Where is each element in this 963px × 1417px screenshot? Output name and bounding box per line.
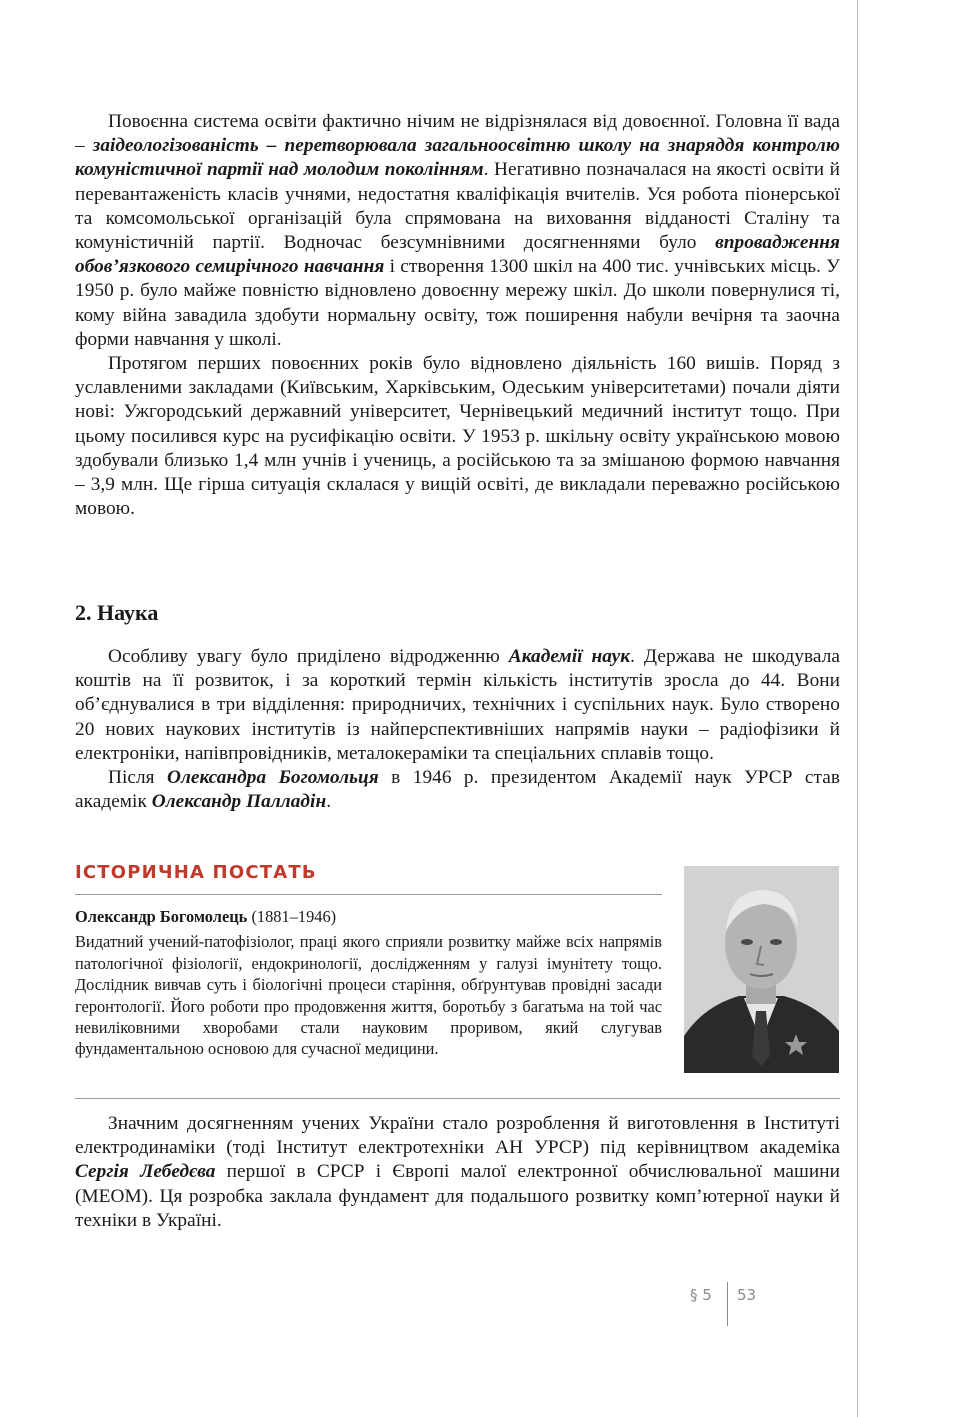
text-run: і створення 1300 шкіл на 400 тис. учнівських місць. У 1950 р. було майже повністю відновлено довоєнну мережу шкіл. До школи повернулися ті, кому війна завадила здобути нормальну освіту, тож поширення набули вечірня та заочна форми навчання у школі. bbox=[75, 256, 840, 350]
footer-separator bbox=[727, 1282, 728, 1326]
text-run: першої в СРСР і Європі малої електронної обчислювальної машини (МЕОМ). Ця розробка заклала фундамент для подальшого розвитку комп’ютерної науки й техніки в Україні. bbox=[75, 1161, 840, 1231]
text-run: в 1946 р. президентом Академії наук УРСР став академік bbox=[75, 767, 840, 813]
emphasis-ideologization: заідеологізованість – перетворювала загальноосвітню школу на знаряддя контролю комуністичної партії над молодим поколінням bbox=[75, 135, 841, 181]
paragraph-presidents bbox=[75, 766, 840, 814]
text-run: Повоєнна система освіти фактично нічим не відрізнялася від довоєнної. Головна її вада – bbox=[75, 111, 840, 157]
figure-description: Видатний учений-патофізіолог, праці якого сприяли розвитку майже всіх напрямів патологічної фізіології, ендокринології, дослідженням у галузі імунітету тощо. Дослідник вивчав суть і біологічні процеси старіння, обґрунтував провідні засади геронтології. Його роботи про продовження життя, боротьбу з багатьма на той час невиліковними хворобами стали науковим проривом, який слугував фундаментальною основою для сучасної медицини. bbox=[75, 932, 662, 1059]
portrait-image bbox=[684, 866, 839, 1073]
text-run: . Держава не шкодувала коштів на її розвиток, і за короткий термін кількість інститутів зросла до 44. Вони об’єднувалися в три відділення: природничих, технічних і суспільних наук. Було створено 20 нових наукових інститутів із найперспективніших напрямів науки – радіофізики й електроніки, напівпровідників, металокераміки та спеціальних сплавів тощо. bbox=[75, 646, 840, 764]
emphasis-seven-year-education: впровадження обов’язкового семирічного навчання bbox=[75, 232, 840, 278]
emphasis-palladin: Олександр Палладін bbox=[151, 791, 327, 813]
emphasis-academy: Академії наук bbox=[508, 646, 631, 667]
text-run: Після bbox=[108, 767, 168, 789]
emphasis-lebedev: Сергія Лебедєва bbox=[75, 1161, 216, 1183]
footer-section-number: § 5 bbox=[690, 1286, 712, 1304]
figure-years: (1881–1946) bbox=[247, 907, 337, 926]
box-body bbox=[75, 906, 662, 1060]
box-divider bbox=[75, 894, 662, 895]
page-content bbox=[75, 110, 841, 1231]
text-run: Значним досягненням учених України стало розроблення й виготовлення в Інституті електродинаміки (тоді Інститут електротехніки АН УРСР) під керівництвом академіка bbox=[75, 1113, 840, 1159]
box-divider-bottom bbox=[75, 1098, 840, 1099]
historical-figure-box bbox=[75, 858, 840, 1103]
text-run: . Негативно позначалася на якості освіти й перевантаженість класів учнями, недостатня кваліфікація вчителів. Уся робота піонерської та комсомольської організацій була спрямована на виховання відданості Сталіну та комуністичній партії. Водночас безсумнівними досягненнями було bbox=[75, 159, 840, 254]
figure-name: Олександр Богомолець bbox=[75, 907, 248, 926]
section-title: 2. Наука bbox=[75, 600, 159, 625]
portrait-photo bbox=[684, 866, 839, 1073]
paragraph-academy bbox=[75, 645, 840, 766]
paragraph-meom bbox=[75, 1112, 840, 1233]
box-heading: ІСТОРИЧНА ПОСТАТЬ bbox=[75, 862, 317, 883]
footer-page-number: 53 bbox=[737, 1286, 757, 1304]
paragraph-education-postwar bbox=[75, 110, 840, 352]
margin-rule bbox=[857, 0, 858, 1417]
paragraph-higher-education: Протягом перших повоєнних років було відновлено діяльність 160 вишів. Поряд з уславленими закладами (Київським, Харківським, Одеським університетами) почали діяти нові: Ужгородський державний університет, Чернівецький медичний інститут тощо. При цьому посилився курс на русифікацію освіти. У 1953 р. шкільну освіту українською мовою здобували близько 1,4 млн учнів і учениць, а російською та за змішаною формою навчання – 3,9 млн. Ще гірша ситуація склалася у вищій освіті, де викладали переважно російською мовою. bbox=[75, 353, 840, 520]
emphasis-bogomolets: Олександра Богомольця bbox=[167, 767, 379, 789]
text-run: Особливу увагу було приділено відродженню bbox=[108, 646, 509, 667]
text-run: . bbox=[326, 791, 332, 813]
